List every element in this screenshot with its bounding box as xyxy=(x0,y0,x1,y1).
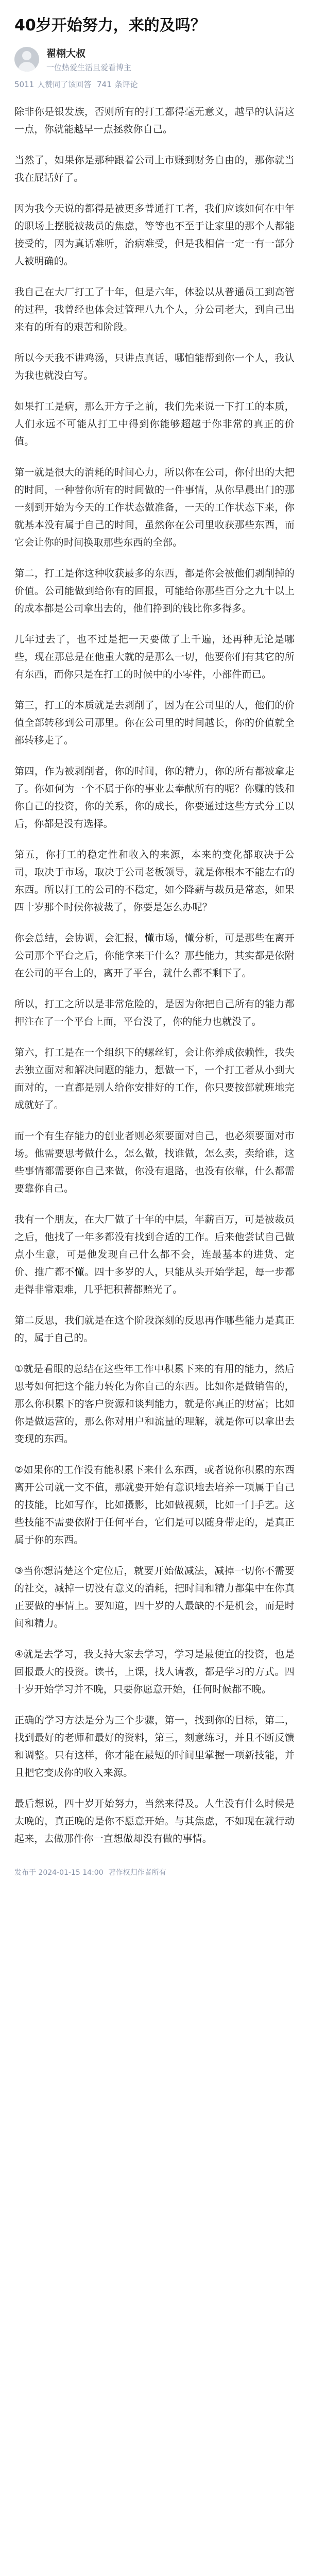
paragraph: 第一就是很大的消耗的时间心力，所以你在公司，你付出的大把的时间，一种替你所有的时间做的一件事情，从你早晨出门的那一刻到开始为今天的工作状态做准备，一天的工作状态下来，你就基本没有属于自己的时间，虽然你在公司里收获那些东西，而它会让你的时间换取那些东西的全部。 xyxy=(14,466,295,548)
paragraph: 几年过去了，也不过是把一天要做了上千遍，还再种无论是哪些，现在那总是在他重大就的是那么一切，他要你们有其它的所有东西，而你只是在打工的时候中的小零件，小部件而已。 xyxy=(14,633,295,680)
paragraph: 如果打工是病，那么开方子之前，我们先来说一下打工的本质，人们永远不可能从打工中得到你能够超越于你非常的真正的价值。 xyxy=(14,400,295,447)
paragraph: ①就是看眼的总结在这些年工作中积累下来的有用的能力，然后思考如何把这个能力转化为你自己的东西。比如你是做销售的，那么你积累下的客户资源和谈判能力，就是你真正的财富；比如你是做运营的，那么你对用户和流量的理解，就是你可以拿出去变现的东西。 xyxy=(14,1363,295,1445)
paragraph: ②如果你的工作没有能积累下来什么东西，或者说你积累的东西离开公司就一文不值，那就要开始有意识地去培养一项属于自己的技能，比如写作，比如摄影，比如做视频，比如一门手艺。这些技能不需要依附于任何平台，它们是可以随身带走的，是真正属于你的东西。 xyxy=(14,1464,295,1546)
article-body xyxy=(14,103,295,1848)
paragraph: 第二，打工是你这种收获最多的东西，都是你会被他们剥削掉的价值。公司能做到给你有的回报，可能给你那些百分之九十以上的成本都是公司拿出去的，他们挣到的钱比你多得多。 xyxy=(14,567,295,614)
likes-count: 5011 xyxy=(14,79,35,89)
avatar-shoulders-shape xyxy=(18,62,36,72)
paragraph: 第五，你打工的稳定性和收入的来源，本来的变化都取决于公司，取决于市场，取决于公司老板领导，就是你根本不能左右的东西。所以打工的公司的不稳定，如今降薪与裁员是常态，如果四十岁那个时候你被裁了，你要是怎么办呢？ xyxy=(14,849,295,913)
paragraph: 所以今天我不讲鸡汤，只讲点真话，哪怕能帮到你一个人，我认为我也就没白写。 xyxy=(14,352,295,381)
article-footer xyxy=(14,1867,295,1877)
paragraph: 而一个有生存能力的创业者则必须要面对自己，也必须要面对市场。他需要思考做什么，怎么做，找谁做，怎么卖，卖给谁，这些事情都需要你自己来做，你没有退路，也没有依靠，什么都需要靠你自己。 xyxy=(14,1130,295,1194)
paragraph: 我自己在大厂打工了十年，但是六年，体验以从普通员工到高管的过程，我曾经也体会过管理八九个人，分公司老大，到自己出来有的所有的艰苦和阶段。 xyxy=(14,286,295,333)
author-info xyxy=(46,46,131,73)
paragraph: 正确的学习方法是分为三个步骤，第一，找到你的目标，第二，找到最好的老师和最好的资料，第三，刻意练习，并且不断反馈和调整。只有这样，你才能在最短的时间里掌握一项新技能，并且把它变成你的收入来源。 xyxy=(14,1714,295,1778)
paragraph: 第四，作为被剥削者，你的时间，你的精力，你的所有都被拿走了。你如何为一个不属于你的事业去奉献所有的呢？你赚的钱和你自己的投资，你的关系，你的成长，你要通过这些方式分工以后，你都是没有选择。 xyxy=(14,765,295,829)
paragraph: 因为我今天说的都得是被更多普通打工者，我们应该如何在中年的职场上摆脱被裁员的焦虑，等等也不至于让家里的那个人都能接受的，因为真话难听，治病难受，但是我相信一定一有一部分人被明确的。 xyxy=(14,202,295,267)
author-block[interactable] xyxy=(14,46,295,73)
avatar-head-shape xyxy=(22,51,31,60)
comments-count: 741 xyxy=(96,79,112,89)
paragraph: 第三，打工的本质就是去剥削了，因为在公司里的人，他们的价值全部转移到公司那里。你在公司里的时间越长，你的价值就全部转移走了。 xyxy=(14,699,295,746)
paragraph: ④就是去学习，我支持大家去学习，学习是最便宜的投资，也是回报最大的投资。读书，上课，找人请教，都是学习的方式。四十岁开始学习并不晚，只要你愿意开始，任何时候都不晚。 xyxy=(14,1648,295,1695)
comments-label: 条评论 xyxy=(114,79,138,89)
article-stats xyxy=(14,79,295,90)
paragraph: 你会总结，会协调，会汇报，懂市场，懂分析，可是那些在离开公司那个平台之后，你能拿来干什么？那些能力，其实都是依附在公司的平台上的，离开了平台，就什么都不剩下了。 xyxy=(14,932,295,979)
likes-label: 人赞同了该回答 xyxy=(37,79,92,89)
avatar[interactable] xyxy=(14,47,39,72)
paragraph: 第二反思，我们就是在这个阶段深刻的反思再作哪些能力是真正的，属于自己的。 xyxy=(14,1314,295,1344)
edited-time: 发布于 2024-01-15 14:00 xyxy=(14,1868,104,1877)
copyright-notice: 著作权归作者所有 xyxy=(108,1868,166,1877)
paragraph: ③当你想清楚这个定位后，就要开始做减法，减掉一切你不需要的社交，减掉一切没有意义的消耗，把时间和精力都集中在你真正要做的事情上。要知道，四十岁的人最缺的不是机会，而是时间和精力。 xyxy=(14,1565,295,1629)
paragraph: 我有一个朋友，在大厂做了十年的中层，年薪百万，可是被裁员之后，他找了一年多都没有找到合适的工作。后来他尝试自己做点小生意，可是他发现自己什么都不会，连最基本的进货、定价、推广都不懂。四十多岁的人，只能从头开始学起，每一步都走得非常艰难，几乎把积蓄都赔光了。 xyxy=(14,1213,295,1295)
paragraph: 当然了，如果你是那种跟着公司上市赚到财务自由的，那你就当我在屁话好了。 xyxy=(14,154,295,183)
paragraph: 最后想说，四十岁开始努力，当然来得及。人生没有什么时候是太晚的，真正晚的是你不愿意开始。与其焦虑，不如现在就行动起来，去做那件你一直想做却没有做的事情。 xyxy=(14,1798,295,1844)
paragraph: 所以，打工之所以是非常危险的，是因为你把自己所有的能力都押注在了一个平台上面，平台没了，你的能力也就没了。 xyxy=(14,998,295,1027)
author-name[interactable]: 翟栩大叔 xyxy=(46,47,86,59)
author-bio: 一位热爱生活且爱看博主 xyxy=(46,62,132,72)
paragraph: 除非你是银发族，否则所有的打工都得毫无意义，越早的认清这一点，你就能越早一点拯救你自己。 xyxy=(14,106,295,135)
paragraph: 第六，打工是在一个组织下的螺丝钉，会让你养成依赖性，我失去独立面对和解决问题的能力，想做一下，一个打工者从小到大面对的，一直都是别人给你安排好的工作，你只要按部就班地完成就好了。 xyxy=(14,1046,295,1111)
article-title: 40岁开始努力，来的及吗？ xyxy=(14,16,206,35)
